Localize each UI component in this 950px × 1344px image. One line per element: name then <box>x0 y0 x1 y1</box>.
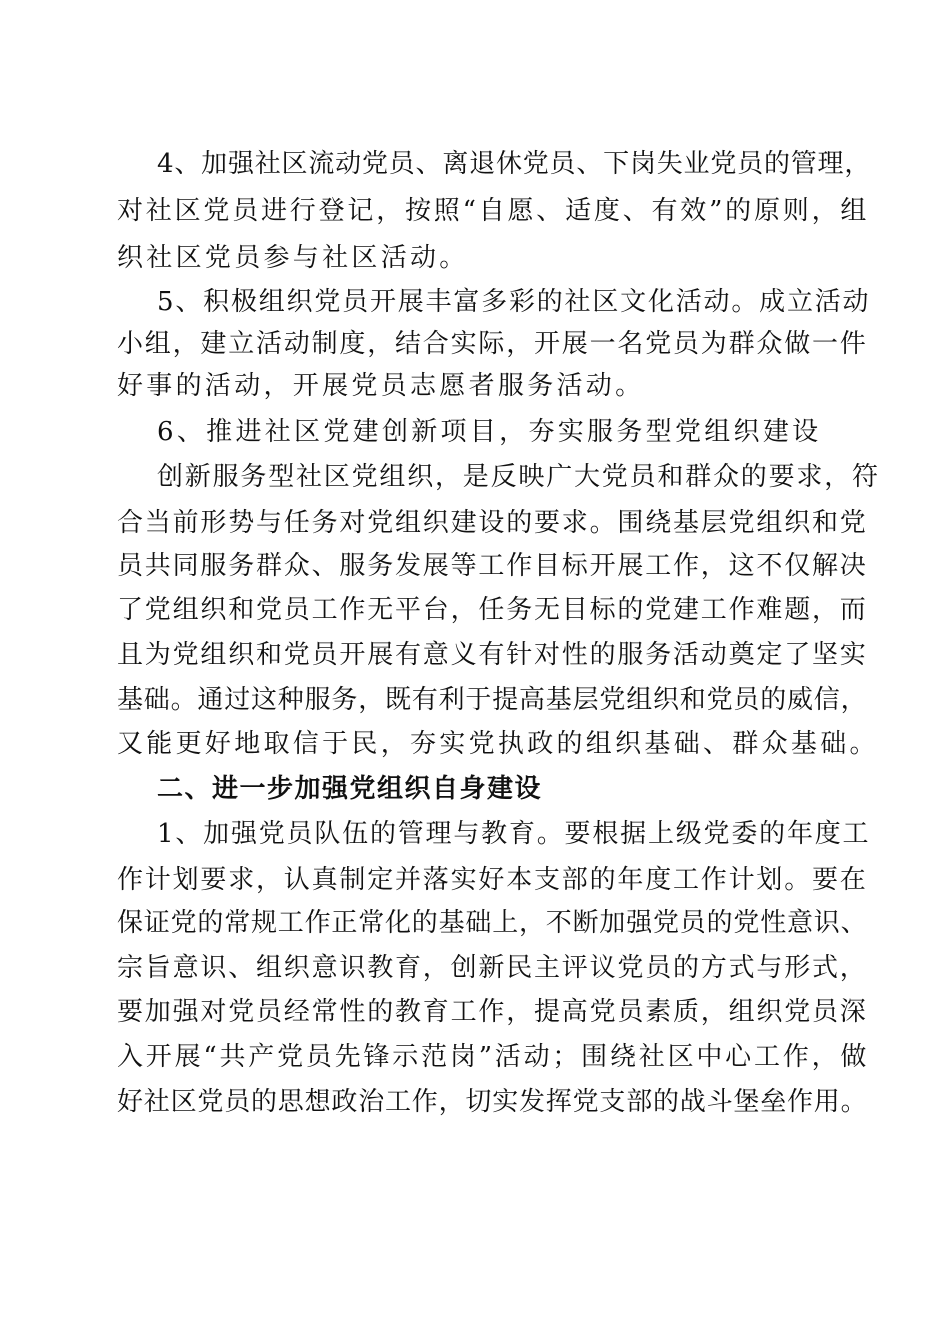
paragraph-line: 宗旨意识、组织意识教育，创新民主评议党员的方式与形式， <box>117 953 868 983</box>
paragraph-line: 保证党的常规工作正常化的基础上，不断加强党员的党性意识、 <box>117 908 868 938</box>
paragraph-line: 了党组织和党员工作无平台，任务无目标的党建工作难题，而 <box>117 595 868 625</box>
section-heading: 二、进一步加强党组织自身建设 <box>157 774 543 804</box>
paragraph-line: 织社区党员参与社区活动。 <box>117 243 469 273</box>
paragraph-line: 基础。通过这种服务，既有利于提高基层党组织和党员的威信， <box>117 685 868 715</box>
paragraph-line: 小组，建立活动制度，结合实际，开展一名党员为群众做一件 <box>117 329 868 359</box>
paragraph-line: 合当前形势与任务对党组织建设的要求。围绕基层党组织和党 <box>117 508 868 538</box>
paragraph-line: 4、加强社区流动党员、离退休党员、下岗失业党员的管理， <box>157 149 872 179</box>
paragraph-line: 且为党组织和党员开展有意义有针对性的服务活动奠定了坚实 <box>117 640 868 670</box>
paragraph-line: 对社区党员进行登记，按照“自愿、适度、有效”的原则，组 <box>117 196 870 226</box>
paragraph-line: 要加强对党员经常性的教育工作，提高党员素质，组织党员深 <box>117 997 868 1027</box>
paragraph-line: 好社区党员的思想政治工作，切实发挥党支部的战斗堡垒作用。 <box>117 1087 868 1117</box>
subheading-line: 6、推进社区党建创新项目，夯实服务型党组织建设 <box>157 417 822 447</box>
paragraph-line: 创新服务型社区党组织，是反映广大党员和群众的要求，符 <box>157 462 880 492</box>
paragraph-line: 入开展“共产党员先锋示范岗”活动；围绕社区中心工作，做 <box>117 1042 870 1072</box>
paragraph-line: 好事的活动，开展党员志愿者服务活动。 <box>117 371 645 401</box>
paragraph-line: 1、加强党员队伍的管理与教育。要根据上级党委的年度工 <box>157 819 871 849</box>
paragraph-line: 作计划要求，认真制定并落实好本支部的年度工作计划。要在 <box>117 865 868 895</box>
paragraph-line: 又能更好地取信于民，夯实党执政的组织基础、群众基础。 <box>117 729 879 759</box>
paragraph-line: 5、积极组织党员开展丰富多彩的社区文化活动。成立活动 <box>157 287 871 317</box>
paragraph-line: 员共同服务群众、服务发展等工作目标开展工作，这不仅解决 <box>117 551 868 581</box>
